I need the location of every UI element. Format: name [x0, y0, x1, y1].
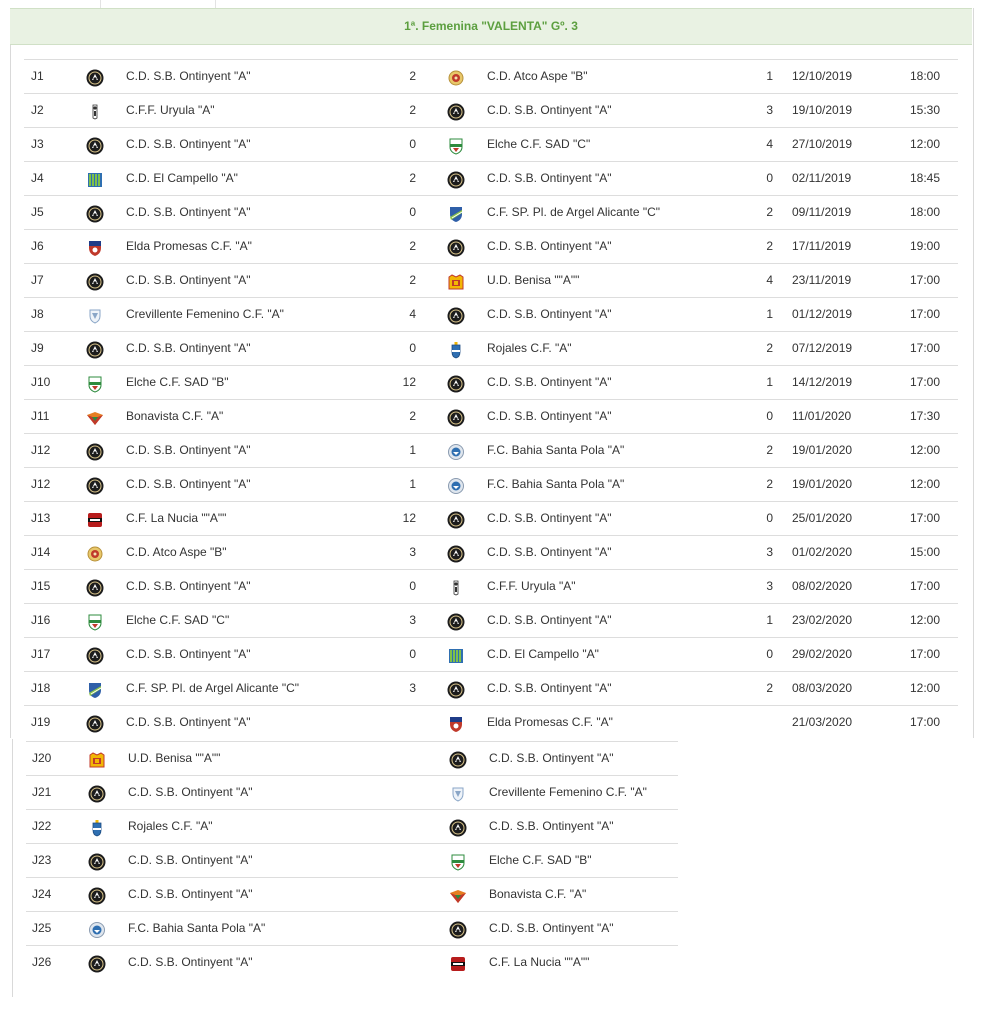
fixture-row [24, 263, 958, 297]
home-team-name[interactable]: Crevillente Femenino C.F. "A" [126, 307, 284, 321]
match-time: 19:00 [910, 239, 941, 253]
home-team-name[interactable]: C.D. S.B. Ontinyent "A" [126, 579, 251, 593]
away-goals: 2 [766, 341, 773, 355]
fixture-row [24, 195, 958, 229]
away-team-name[interactable]: U.D. Benisa ""A"" [487, 273, 580, 287]
match-time: 17:00 [910, 511, 941, 525]
fixture-row [24, 569, 958, 603]
fixture-row [24, 705, 958, 739]
home-goals: 3 [409, 681, 416, 695]
ontinyent-crest-icon [88, 783, 106, 801]
fixture-row [24, 93, 958, 127]
fixture-row [24, 467, 958, 501]
ontinyent-crest-icon [449, 817, 467, 835]
bonavista-crest-icon [449, 885, 467, 903]
elda-crest-icon [86, 237, 104, 255]
away-goals: 3 [766, 103, 773, 117]
away-team-name[interactable]: Elda Promesas C.F. "A" [487, 715, 613, 729]
ontinyent-crest-icon [86, 475, 104, 493]
away-goals: 2 [766, 239, 773, 253]
match-time: 15:30 [910, 103, 941, 117]
home-goals: 12 [402, 511, 416, 525]
jornada-label: J8 [31, 307, 44, 321]
ontinyent-crest-icon [88, 851, 106, 869]
jornada-label: J1 [31, 69, 44, 83]
ontinyent-crest-icon [447, 373, 465, 391]
fixture-row [24, 229, 958, 263]
argel-crest-icon [86, 679, 104, 697]
match-date: 29/02/2020 [792, 647, 853, 661]
ontinyent-crest-icon [86, 67, 104, 85]
fixture-row [24, 59, 958, 93]
ontinyent-crest-icon [449, 749, 467, 767]
match-date: 01/12/2019 [792, 307, 853, 321]
home-team-name[interactable]: Rojales C.F. "A" [128, 819, 213, 833]
jornada-label: J26 [32, 955, 52, 969]
home-goals: 2 [409, 239, 416, 253]
home-team-name[interactable]: C.D. S.B. Ontinyent "A" [126, 715, 251, 729]
jornada-label: J7 [31, 273, 44, 287]
away-goals: 2 [766, 681, 773, 695]
match-time: 12:00 [910, 137, 941, 151]
match-time: 17:30 [910, 409, 941, 423]
match-time: 17:00 [910, 715, 941, 729]
jornada-label: J15 [31, 579, 51, 593]
jornada-label: J4 [31, 171, 44, 185]
santapola-crest-icon [88, 919, 106, 937]
uryula-crest-icon [447, 577, 465, 595]
home-team-name[interactable]: C.D. S.B. Ontinyent "A" [128, 853, 253, 867]
away-team-name[interactable]: C.D. S.B. Ontinyent "A" [487, 375, 612, 389]
panel-left-rule [12, 739, 13, 997]
home-team-name[interactable]: C.D. S.B. Ontinyent "A" [128, 955, 253, 969]
home-goals: 1 [409, 477, 416, 491]
fixture-row [24, 399, 958, 433]
match-date: 14/12/2019 [792, 375, 853, 389]
home-team-name[interactable]: C.D. S.B. Ontinyent "A" [126, 137, 251, 151]
ontinyent-crest-icon [447, 237, 465, 255]
home-team-name[interactable]: C.D. S.B. Ontinyent "A" [126, 273, 251, 287]
home-goals: 12 [402, 375, 416, 389]
campello-crest-icon [447, 645, 465, 663]
santapola-crest-icon [447, 441, 465, 459]
home-goals: 1 [409, 443, 416, 457]
away-goals: 1 [766, 375, 773, 389]
pending-fixture-row [26, 843, 678, 877]
match-date: 08/02/2020 [792, 579, 853, 593]
benisa-crest-icon [88, 749, 106, 767]
away-team-name[interactable]: C.D. S.B. Ontinyent "A" [487, 103, 612, 117]
fixture-row [24, 161, 958, 195]
fixture-row [24, 365, 958, 399]
match-time: 17:00 [910, 579, 941, 593]
fixture-row [24, 671, 958, 705]
ontinyent-crest-icon [86, 339, 104, 357]
match-time: 12:00 [910, 613, 941, 627]
away-goals: 0 [766, 511, 773, 525]
match-date: 25/01/2020 [792, 511, 853, 525]
bonavista-crest-icon [86, 407, 104, 425]
away-goals: 3 [766, 545, 773, 559]
match-time: 17:00 [910, 273, 941, 287]
match-time: 17:00 [910, 375, 941, 389]
home-goals: 0 [409, 579, 416, 593]
match-date: 08/03/2020 [792, 681, 853, 695]
pending-fixtures-table [26, 741, 678, 979]
home-team-name[interactable]: F.C. Bahia Santa Pola "A" [128, 921, 266, 935]
away-team-name[interactable]: C.D. S.B. Ontinyent "A" [487, 239, 612, 253]
match-time: 18:00 [910, 69, 941, 83]
ontinyent-crest-icon [447, 611, 465, 629]
home-team-name[interactable]: C.D. S.B. Ontinyent "A" [128, 887, 253, 901]
away-team-name[interactable]: C.D. S.B. Ontinyent "A" [489, 819, 614, 833]
jornada-label: J16 [31, 613, 51, 627]
jornada-label: J11 [31, 409, 50, 423]
match-time: 18:45 [910, 171, 941, 185]
pending-fixture-row [26, 911, 678, 945]
crevillente-crest-icon [449, 783, 467, 801]
ontinyent-crest-icon [447, 543, 465, 561]
away-team-name[interactable]: Rojales C.F. "A" [487, 341, 572, 355]
home-goals: 0 [409, 205, 416, 219]
home-team-name[interactable]: C.D. S.B. Ontinyent "A" [126, 477, 251, 491]
rojales-crest-icon [447, 339, 465, 357]
fixture-row [24, 535, 958, 569]
fixtures-table [24, 59, 958, 739]
home-team-name[interactable]: C.D. S.B. Ontinyent "A" [128, 785, 253, 799]
match-date: 19/01/2020 [792, 477, 853, 491]
lanucia-crest-icon [449, 953, 467, 971]
jornada-label: J25 [32, 921, 52, 935]
away-team-name[interactable]: C.D. S.B. Ontinyent "A" [487, 681, 612, 695]
match-date: 23/02/2020 [792, 613, 853, 627]
home-goals: 2 [409, 409, 416, 423]
match-time: 12:00 [910, 681, 941, 695]
match-date: 27/10/2019 [792, 137, 853, 151]
away-goals: 1 [766, 613, 773, 627]
home-team-name[interactable]: C.D. Atco Aspe "B" [126, 545, 227, 559]
aspe-crest-icon [447, 67, 465, 85]
jornada-label: J20 [32, 751, 52, 765]
match-time: 12:00 [910, 477, 941, 491]
ontinyent-crest-icon [86, 577, 104, 595]
jornada-label: J2 [31, 103, 44, 117]
fixture-row [24, 127, 958, 161]
match-time: 15:00 [910, 545, 941, 559]
aspe-crest-icon [86, 543, 104, 561]
jornada-label: J24 [32, 887, 52, 901]
away-team-name[interactable]: Crevillente Femenino C.F. "A" [489, 785, 647, 799]
away-team-name[interactable]: C.D. S.B. Ontinyent "A" [489, 751, 614, 765]
ontinyent-crest-icon [88, 953, 106, 971]
away-team-name[interactable]: C.D. S.B. Ontinyent "A" [487, 545, 612, 559]
away-goals: 0 [766, 647, 773, 661]
pending-fixture-row [26, 775, 678, 809]
away-goals: 2 [766, 443, 773, 457]
top-tab-outline [100, 0, 216, 8]
match-time: 17:00 [910, 341, 941, 355]
jornada-label: J17 [31, 647, 51, 661]
away-goals: 4 [766, 273, 773, 287]
away-team-name[interactable]: C.F.F. Uryula "A" [487, 579, 576, 593]
home-team-name[interactable]: C.D. S.B. Ontinyent "A" [126, 341, 251, 355]
away-team-name[interactable]: Elche C.F. SAD "C" [487, 137, 591, 151]
away-goals: 2 [766, 205, 773, 219]
jornada-label: J12 [31, 443, 51, 457]
ontinyent-crest-icon [86, 271, 104, 289]
ontinyent-crest-icon [447, 169, 465, 187]
jornada-label: J18 [31, 681, 51, 695]
pending-fixture-row [26, 945, 678, 979]
ontinyent-crest-icon [86, 713, 104, 731]
home-team-name[interactable]: Elche C.F. SAD "B" [126, 375, 229, 389]
jornada-label: J12 [31, 477, 51, 491]
match-date: 21/03/2020 [792, 715, 853, 729]
home-team-name[interactable]: C.F. SP. Pl. de Argel Alicante "C" [126, 681, 300, 695]
fixture-row [24, 433, 958, 467]
away-goals: 4 [766, 137, 773, 151]
away-team-name[interactable]: C.D. S.B. Ontinyent "A" [487, 613, 612, 627]
match-date: 09/11/2019 [792, 205, 852, 219]
jornada-label: J13 [31, 511, 51, 525]
ontinyent-crest-icon [86, 441, 104, 459]
away-team-name[interactable]: Bonavista C.F. "A" [489, 887, 587, 901]
ontinyent-crest-icon [447, 679, 465, 697]
pending-fixture-row [26, 741, 678, 775]
jornada-label: J14 [31, 545, 51, 559]
away-goals: 2 [766, 477, 773, 491]
match-date: 11/01/2020 [792, 409, 852, 423]
home-goals: 2 [409, 273, 416, 287]
competition-title: 1ª. Femenina "VALENTA" Gº. 3 [10, 8, 972, 45]
pending-fixture-row [26, 877, 678, 911]
away-goals: 1 [766, 307, 773, 321]
home-team-name[interactable]: C.F.F. Uryula "A" [126, 103, 215, 117]
argel-crest-icon [447, 203, 465, 221]
ontinyent-crest-icon [447, 305, 465, 323]
santapola-crest-icon [447, 475, 465, 493]
elche-crest-icon [449, 851, 467, 869]
match-time: 17:00 [910, 647, 941, 661]
away-team-name[interactable]: Elche C.F. SAD "B" [489, 853, 592, 867]
home-goals: 0 [409, 341, 416, 355]
match-time: 18:00 [910, 205, 941, 219]
home-goals: 4 [409, 307, 416, 321]
jornada-label: J19 [31, 715, 51, 729]
fixture-row [24, 297, 958, 331]
home-team-name[interactable]: C.D. S.B. Ontinyent "A" [126, 443, 251, 457]
match-time: 17:00 [910, 307, 941, 321]
home-goals: 3 [409, 613, 416, 627]
home-goals: 2 [409, 171, 416, 185]
home-goals: 0 [409, 137, 416, 151]
away-team-name[interactable]: C.F. SP. Pl. de Argel Alicante "C" [487, 205, 661, 219]
home-team-name[interactable]: Bonavista C.F. "A" [126, 409, 224, 423]
match-date: 07/12/2019 [792, 341, 853, 355]
fixture-row [24, 331, 958, 365]
home-team-name[interactable]: C.D. El Campello "A" [126, 171, 238, 185]
home-goals: 2 [409, 69, 416, 83]
home-team-name[interactable]: C.F. La Nucia ""A"" [126, 511, 227, 525]
jornada-label: J9 [31, 341, 44, 355]
uryula-crest-icon [86, 101, 104, 119]
home-goals: 2 [409, 103, 416, 117]
fixture-row [24, 603, 958, 637]
pending-fixture-row [26, 809, 678, 843]
fixture-row [24, 501, 958, 535]
match-date: 01/02/2020 [792, 545, 853, 559]
campello-crest-icon [86, 169, 104, 187]
match-date: 19/01/2020 [792, 443, 853, 457]
match-time: 12:00 [910, 443, 941, 457]
away-goals: 1 [766, 69, 773, 83]
away-team-name[interactable]: C.D. S.B. Ontinyent "A" [487, 171, 612, 185]
away-team-name[interactable]: C.D. S.B. Ontinyent "A" [487, 511, 612, 525]
ontinyent-crest-icon [447, 509, 465, 527]
home-goals: 3 [409, 545, 416, 559]
jornada-label: J5 [31, 205, 44, 219]
away-goals: 0 [766, 409, 773, 423]
jornada-label: J21 [32, 785, 52, 799]
lanucia-crest-icon [86, 509, 104, 527]
rojales-crest-icon [88, 817, 106, 835]
match-date: 12/10/2019 [792, 69, 853, 83]
ontinyent-crest-icon [447, 407, 465, 425]
home-team-name[interactable]: C.D. S.B. Ontinyent "A" [126, 69, 251, 83]
ontinyent-crest-icon [86, 645, 104, 663]
ontinyent-crest-icon [88, 885, 106, 903]
away-team-name[interactable]: F.C. Bahia Santa Pola "A" [487, 443, 625, 457]
elche-crest-icon [86, 611, 104, 629]
match-date: 19/10/2019 [792, 103, 853, 117]
elda-crest-icon [447, 713, 465, 731]
ontinyent-crest-icon [449, 919, 467, 937]
elche-crest-icon [447, 135, 465, 153]
jornada-label: J3 [31, 137, 44, 151]
benisa-crest-icon [447, 271, 465, 289]
match-date: 02/11/2019 [792, 171, 852, 185]
home-team-name[interactable]: Elda Promesas C.F. "A" [126, 239, 252, 253]
home-team-name[interactable]: C.D. S.B. Ontinyent "A" [126, 205, 251, 219]
ontinyent-crest-icon [447, 101, 465, 119]
jornada-label: J22 [32, 819, 52, 833]
crevillente-crest-icon [86, 305, 104, 323]
away-team-name[interactable]: C.D. S.B. Ontinyent "A" [487, 409, 612, 423]
away-team-name[interactable]: C.D. S.B. Ontinyent "A" [487, 307, 612, 321]
elche-crest-icon [86, 373, 104, 391]
home-team-name[interactable]: C.D. S.B. Ontinyent "A" [126, 647, 251, 661]
away-team-name[interactable]: C.F. La Nucia ""A"" [489, 955, 590, 969]
away-team-name[interactable]: C.D. Atco Aspe "B" [487, 69, 588, 83]
jornada-label: J6 [31, 239, 44, 253]
home-goals: 0 [409, 647, 416, 661]
match-date: 17/11/2019 [792, 239, 852, 253]
jornada-label: J10 [31, 375, 51, 389]
fixture-row [24, 637, 958, 671]
away-goals: 0 [766, 171, 773, 185]
jornada-label: J23 [32, 853, 52, 867]
away-goals: 3 [766, 579, 773, 593]
ontinyent-crest-icon [86, 135, 104, 153]
away-team-name[interactable]: C.D. El Campello "A" [487, 647, 599, 661]
home-team-name[interactable]: U.D. Benisa ""A"" [128, 751, 221, 765]
away-team-name[interactable]: F.C. Bahia Santa Pola "A" [487, 477, 625, 491]
home-team-name[interactable]: Elche C.F. SAD "C" [126, 613, 230, 627]
ontinyent-crest-icon [86, 203, 104, 221]
match-date: 23/11/2019 [792, 273, 852, 287]
away-team-name[interactable]: C.D. S.B. Ontinyent "A" [489, 921, 614, 935]
